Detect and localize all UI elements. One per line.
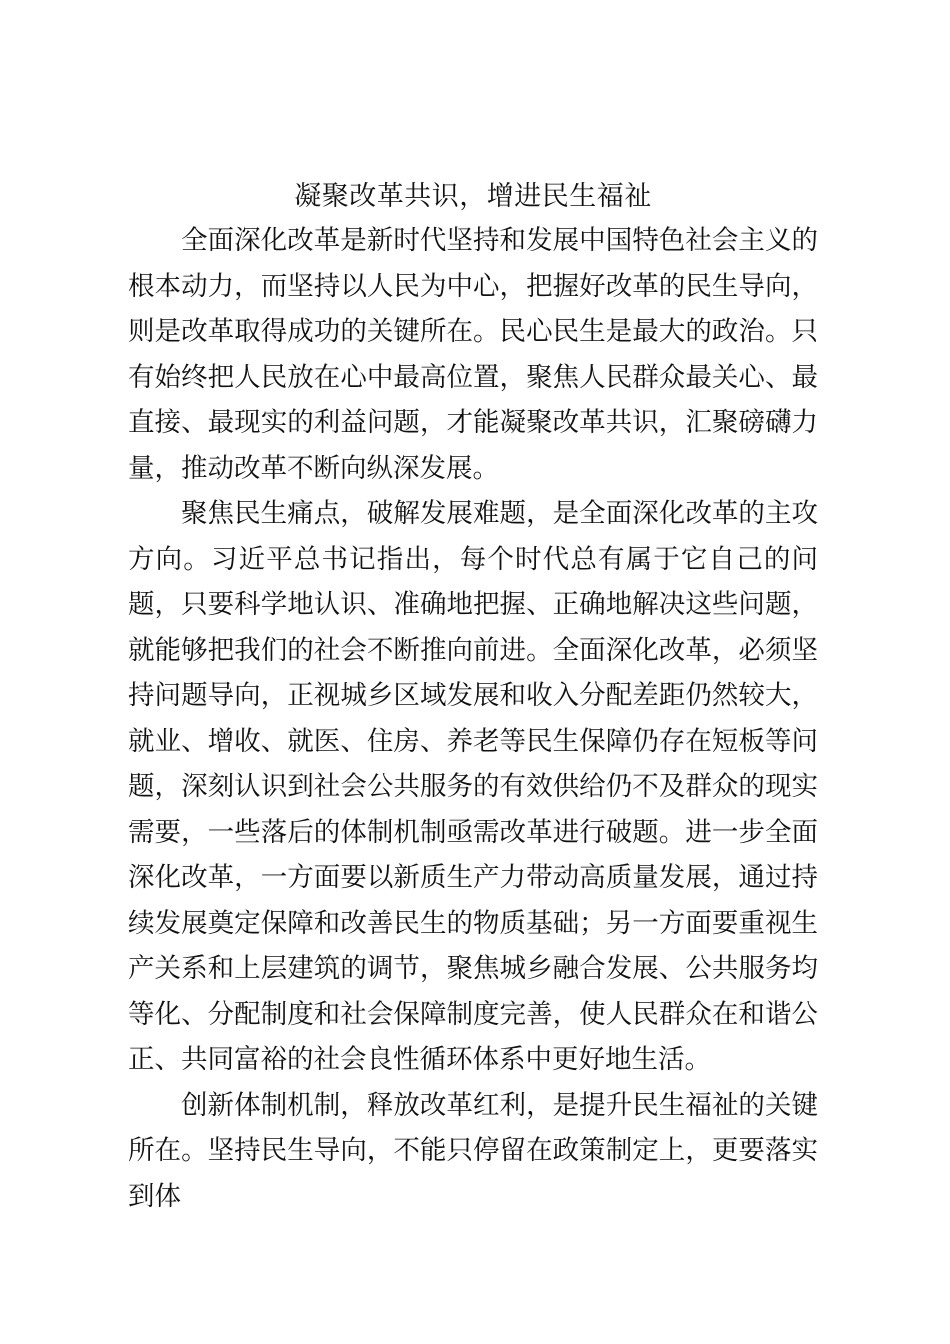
paragraph-1: 全面深化改革是新时代坚持和发展中国特色社会主义的根本动力，而坚持以人民为中心，把握好改革的民生导向，则是改革取得成功的关键所在。民心民生是最大的政治。只有始终把人民放在心中最高位置，聚焦人民群众最关心、最直接、最现实的利益问题，才能凝聚改革共识，汇聚磅礴力量，推动改革不断向纵深发展。 xyxy=(128,225,818,484)
paragraph-2: 聚焦民生痛点，破解发展难题，是全面深化改革的主攻方向。习近平总书记指出，每个时代总有属于它自己的问题，只要科学地认识、准确地把握、正确地解决这些问题，就能够把我们的社会不断推向前进。全面深化改革，必须坚持问题导向，正视城乡区域发展和收入分配差距仍然较大，就业、增收、就医、住房、养老等民生保障仍存在短板等问题，深刻认识到社会公共服务的有效供给仍不及群众的现实需要，一些落后的体制机制亟需改革进行破题。进一步全面深化改革，一方面要以新质生产力带动高质量发展，通过持续发展奠定保障和改善民生的物质基础；另一方面要重视生产关系和上层建筑的调节，聚焦城乡融合发展、公共服务均等化、分配制度和社会保障制度完善，使人民群众在和谐公正、共同富裕的社会良性循环体系中更好地生活。 xyxy=(128,498,818,1075)
document-title: 凝聚改革共识，增进民生福祉 xyxy=(294,181,652,212)
document-page xyxy=(128,172,818,1219)
paragraph-3: 创新体制机制，释放改革红利，是提升民生福祉的关键所在。坚持民生导向，不能只停留在政策制定上，更要落实到体 xyxy=(128,1089,818,1212)
